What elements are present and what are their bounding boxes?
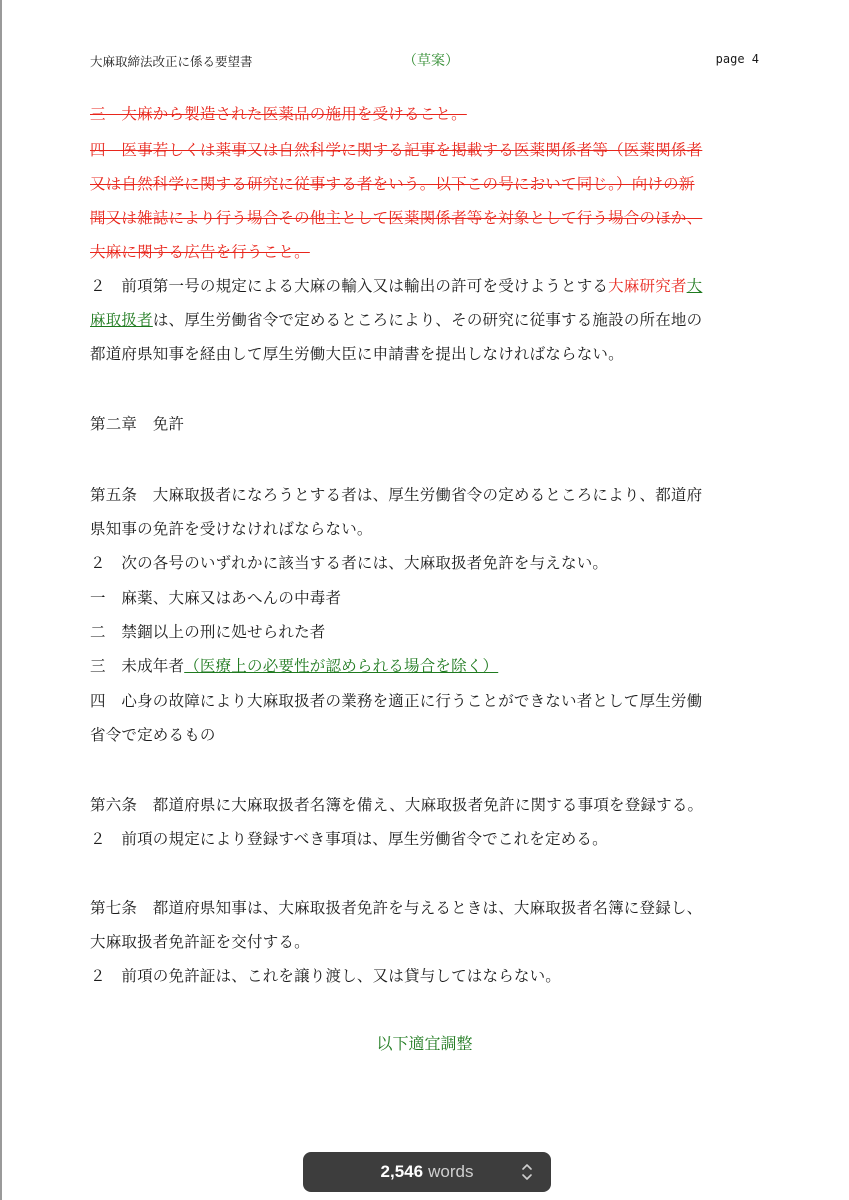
article-line: ２ 前項の規定により登録すべき事項は、厚生労働省令でこれを定める。: [90, 830, 608, 848]
word-count-label: words: [428, 1162, 474, 1181]
paragraph-line: 都道府県知事を経由して厚生労働大臣に申請書を提出しなければならない。: [90, 345, 624, 363]
article-line: 第六条 都道府県に大麻取扱者名簿を備え、大麻取扱者免許に関する事項を登録する。: [90, 796, 704, 814]
article-line: 四 心身の故障により大麻取扱者の業務を適正に行うことができない者として厚生労働: [90, 692, 703, 710]
deleted-line: 三 大麻から製造された医薬品の施用を受けること。: [90, 105, 467, 123]
article-line: 県知事の免許を受けなければならない。: [90, 520, 373, 538]
body-text: は、厚生労働省令で定めるところにより、その研究に従事する施設の所在地の: [152, 311, 703, 329]
header-title: 大麻取締法改正に係る要望書: [90, 54, 253, 69]
chevron-updown-icon: [521, 1160, 533, 1184]
article-line: ２ 次の各号のいずれかに該当する者には、大麻取扱者免許を与えない。: [90, 554, 609, 572]
paragraph-line: [90, 274, 702, 296]
inserted-text: （医療上の必要性が認められる場合を除く）: [184, 657, 499, 675]
paragraph-line: [90, 308, 702, 330]
article-line: 一 麻薬、大麻又はあへんの中毒者: [90, 589, 342, 607]
body-text: 三 未成年者: [90, 657, 185, 675]
header-page-number: page 4: [715, 52, 759, 66]
word-count-number: 2,546: [380, 1162, 424, 1181]
inserted-text: 大: [686, 277, 703, 295]
article-line: 第七条 都道府県知事は、大麻取扱者免許を与えるときは、大麻取扱者名簿に登録し、: [90, 899, 703, 917]
article-line: 第五条 大麻取扱者になろうとする者は、厚生労働省令の定めるところにより、都道府: [90, 486, 703, 504]
article-line: 省令で定めるもの: [90, 726, 216, 744]
word-count-button[interactable]: [303, 1152, 551, 1192]
article-line: ２ 前項の免許証は、これを譲り渡し、又は貸与してはならない。: [90, 967, 562, 985]
header-draft-label: （草案）: [403, 53, 459, 69]
chapter-heading: 第二章 免許: [90, 415, 185, 433]
deleted-line: 聞又は雑誌により行う場合その他主として医薬関係者等を対象として行う場合のほか、: [90, 209, 703, 227]
deleted-line: 又は自然科学に関する研究に従事する者をいう。以下この号において同じ。）向けの新: [90, 175, 695, 193]
article-line: [90, 654, 498, 676]
article-line: 大麻取扱者免許証を交付する。: [90, 933, 310, 951]
changed-text: 大麻研究者: [608, 277, 687, 295]
inserted-text: 麻取扱者: [90, 311, 153, 329]
deleted-line: 大麻に関する広告を行うこと。: [90, 243, 310, 261]
closing-note: 以下適宜調整: [376, 1034, 473, 1053]
body-text: ２ 前項第一号の規定による大麻の輸入又は輸出の許可を受けようとする: [90, 277, 609, 295]
deleted-line: 四 医事若しくは薬事又は自然科学に関する記事を掲載する医薬関係者等（医薬関係者: [90, 141, 703, 159]
article-line: 二 禁錮以上の刑に処せられた者: [90, 623, 326, 641]
